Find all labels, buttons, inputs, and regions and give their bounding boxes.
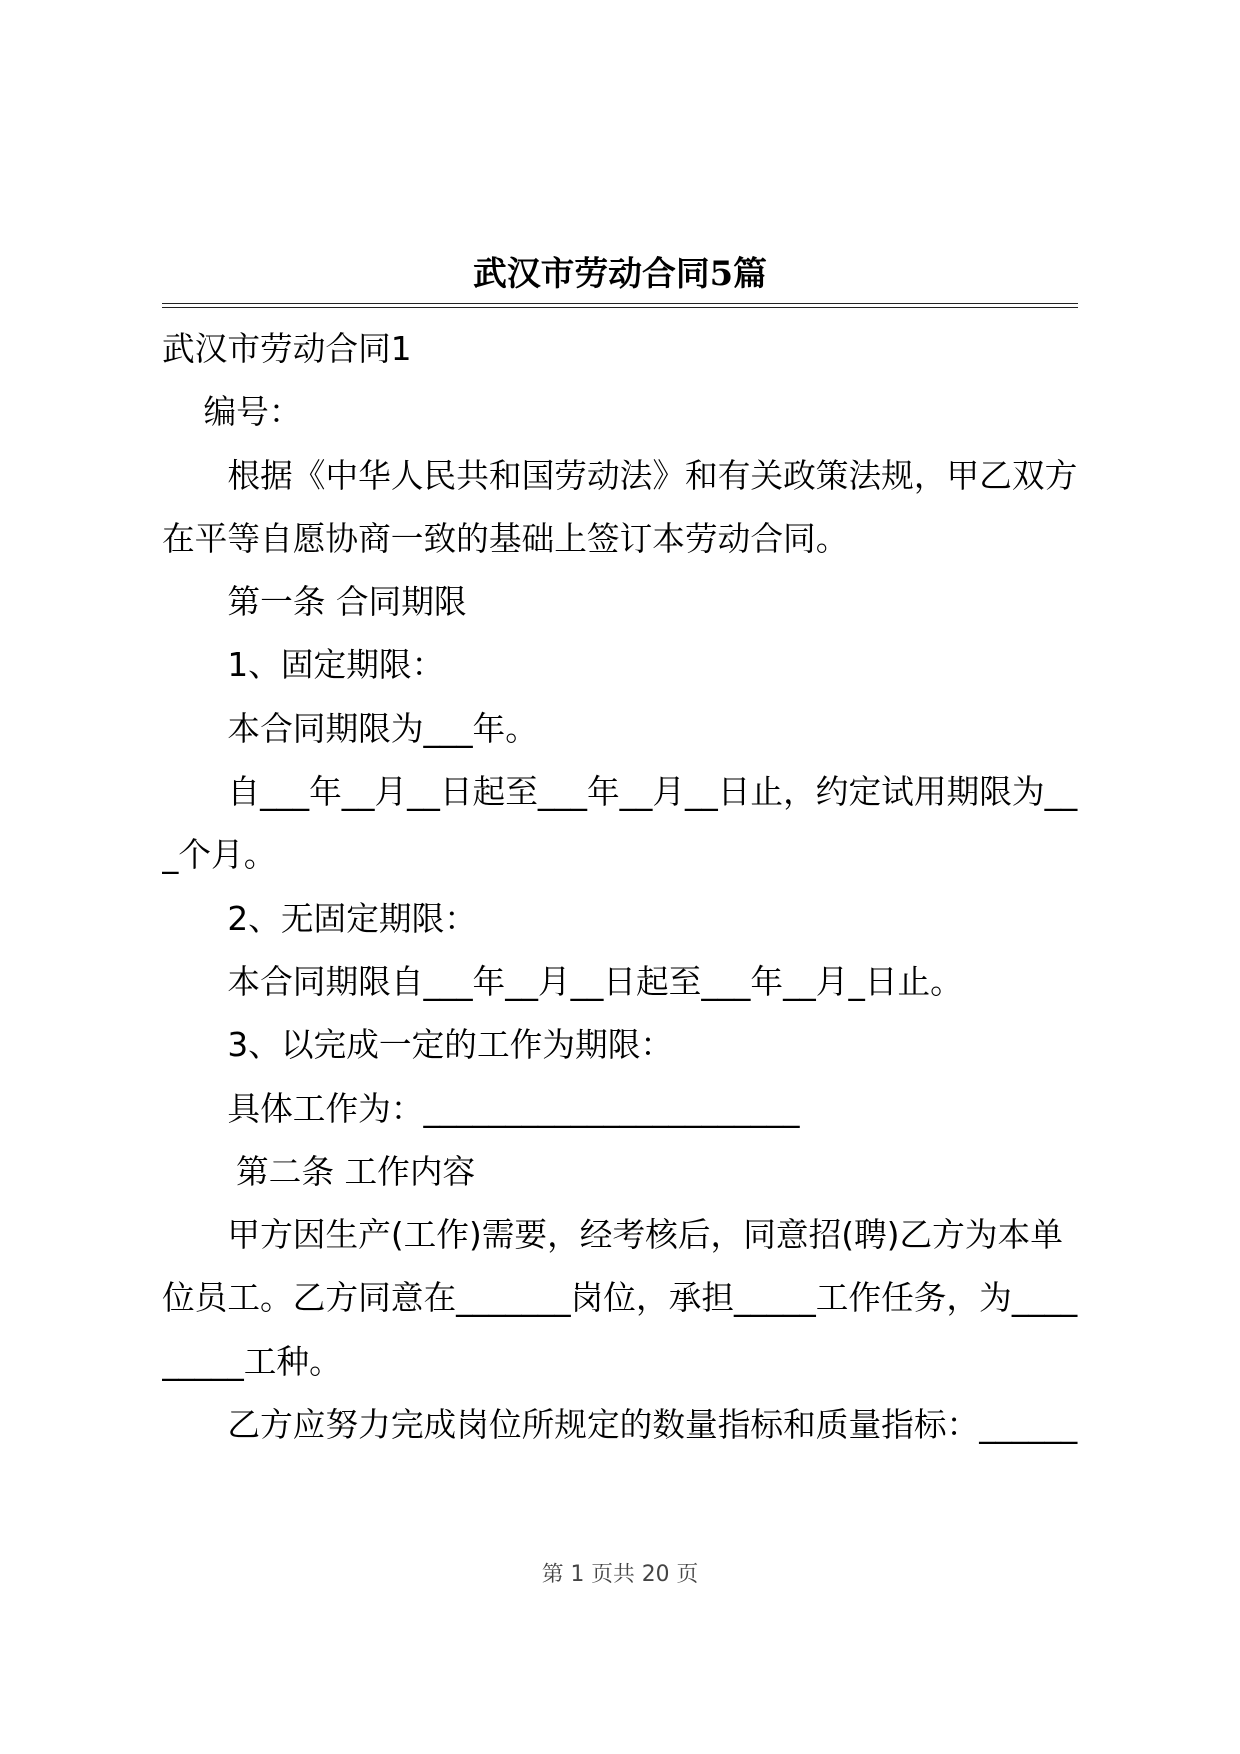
document-title: 武汉市劳动合同5篇 <box>473 253 767 293</box>
article-2-title: 第二条 工作内容 <box>236 1152 476 1191</box>
article-2-paragraph-line: 甲方因生产(工作)需要，经考核后，同意招(聘)乙方为本单 <box>227 1216 1063 1255</box>
preamble-line: 在平等自愿协商一致的基础上签订本劳动合同。 <box>162 519 849 558</box>
fixed-term-text: 本合同期限为___年。 <box>227 709 538 748</box>
article-2-paragraph-line: 位员工。乙方同意在_______岗位，承担_____工作任务，为____ <box>162 1279 1078 1318</box>
article-2-quota-line: 乙方应努力完成岗位所规定的数量指标和质量指标：______ <box>227 1406 1078 1445</box>
open-term-label: 2、无固定期限： <box>227 899 477 938</box>
task-term-text: 具体工作为：_______________________ <box>227 1089 800 1128</box>
title-double-rule <box>162 303 1078 308</box>
contract-heading: 武汉市劳动合同1 <box>162 330 412 368</box>
preamble-line: 根据《中华人民共和国劳动法》和有关政策法规，甲乙双方 <box>227 456 1078 495</box>
fixed-term-period-line: 自___年__月__日起至___年__月__日止，约定试用期限为__ <box>227 773 1078 812</box>
article-2-paragraph-line: _____工种。 <box>162 1342 342 1381</box>
open-term-text: 本合同期限自___年__月__日起至___年__月_日止。 <box>227 962 963 1001</box>
task-term-label: 3、以完成一定的工作为期限： <box>227 1026 674 1065</box>
article-1-title: 第一条 合同期限 <box>227 583 467 622</box>
document-body <box>162 318 1078 1457</box>
fixed-term-period-line: _个月。 <box>162 836 277 875</box>
fixed-term-label: 1、固定期限： <box>227 646 445 685</box>
page-number-footer: 第 1 页共 20 页 <box>541 1562 699 1587</box>
contract-number-label: 编号： <box>203 393 302 432</box>
